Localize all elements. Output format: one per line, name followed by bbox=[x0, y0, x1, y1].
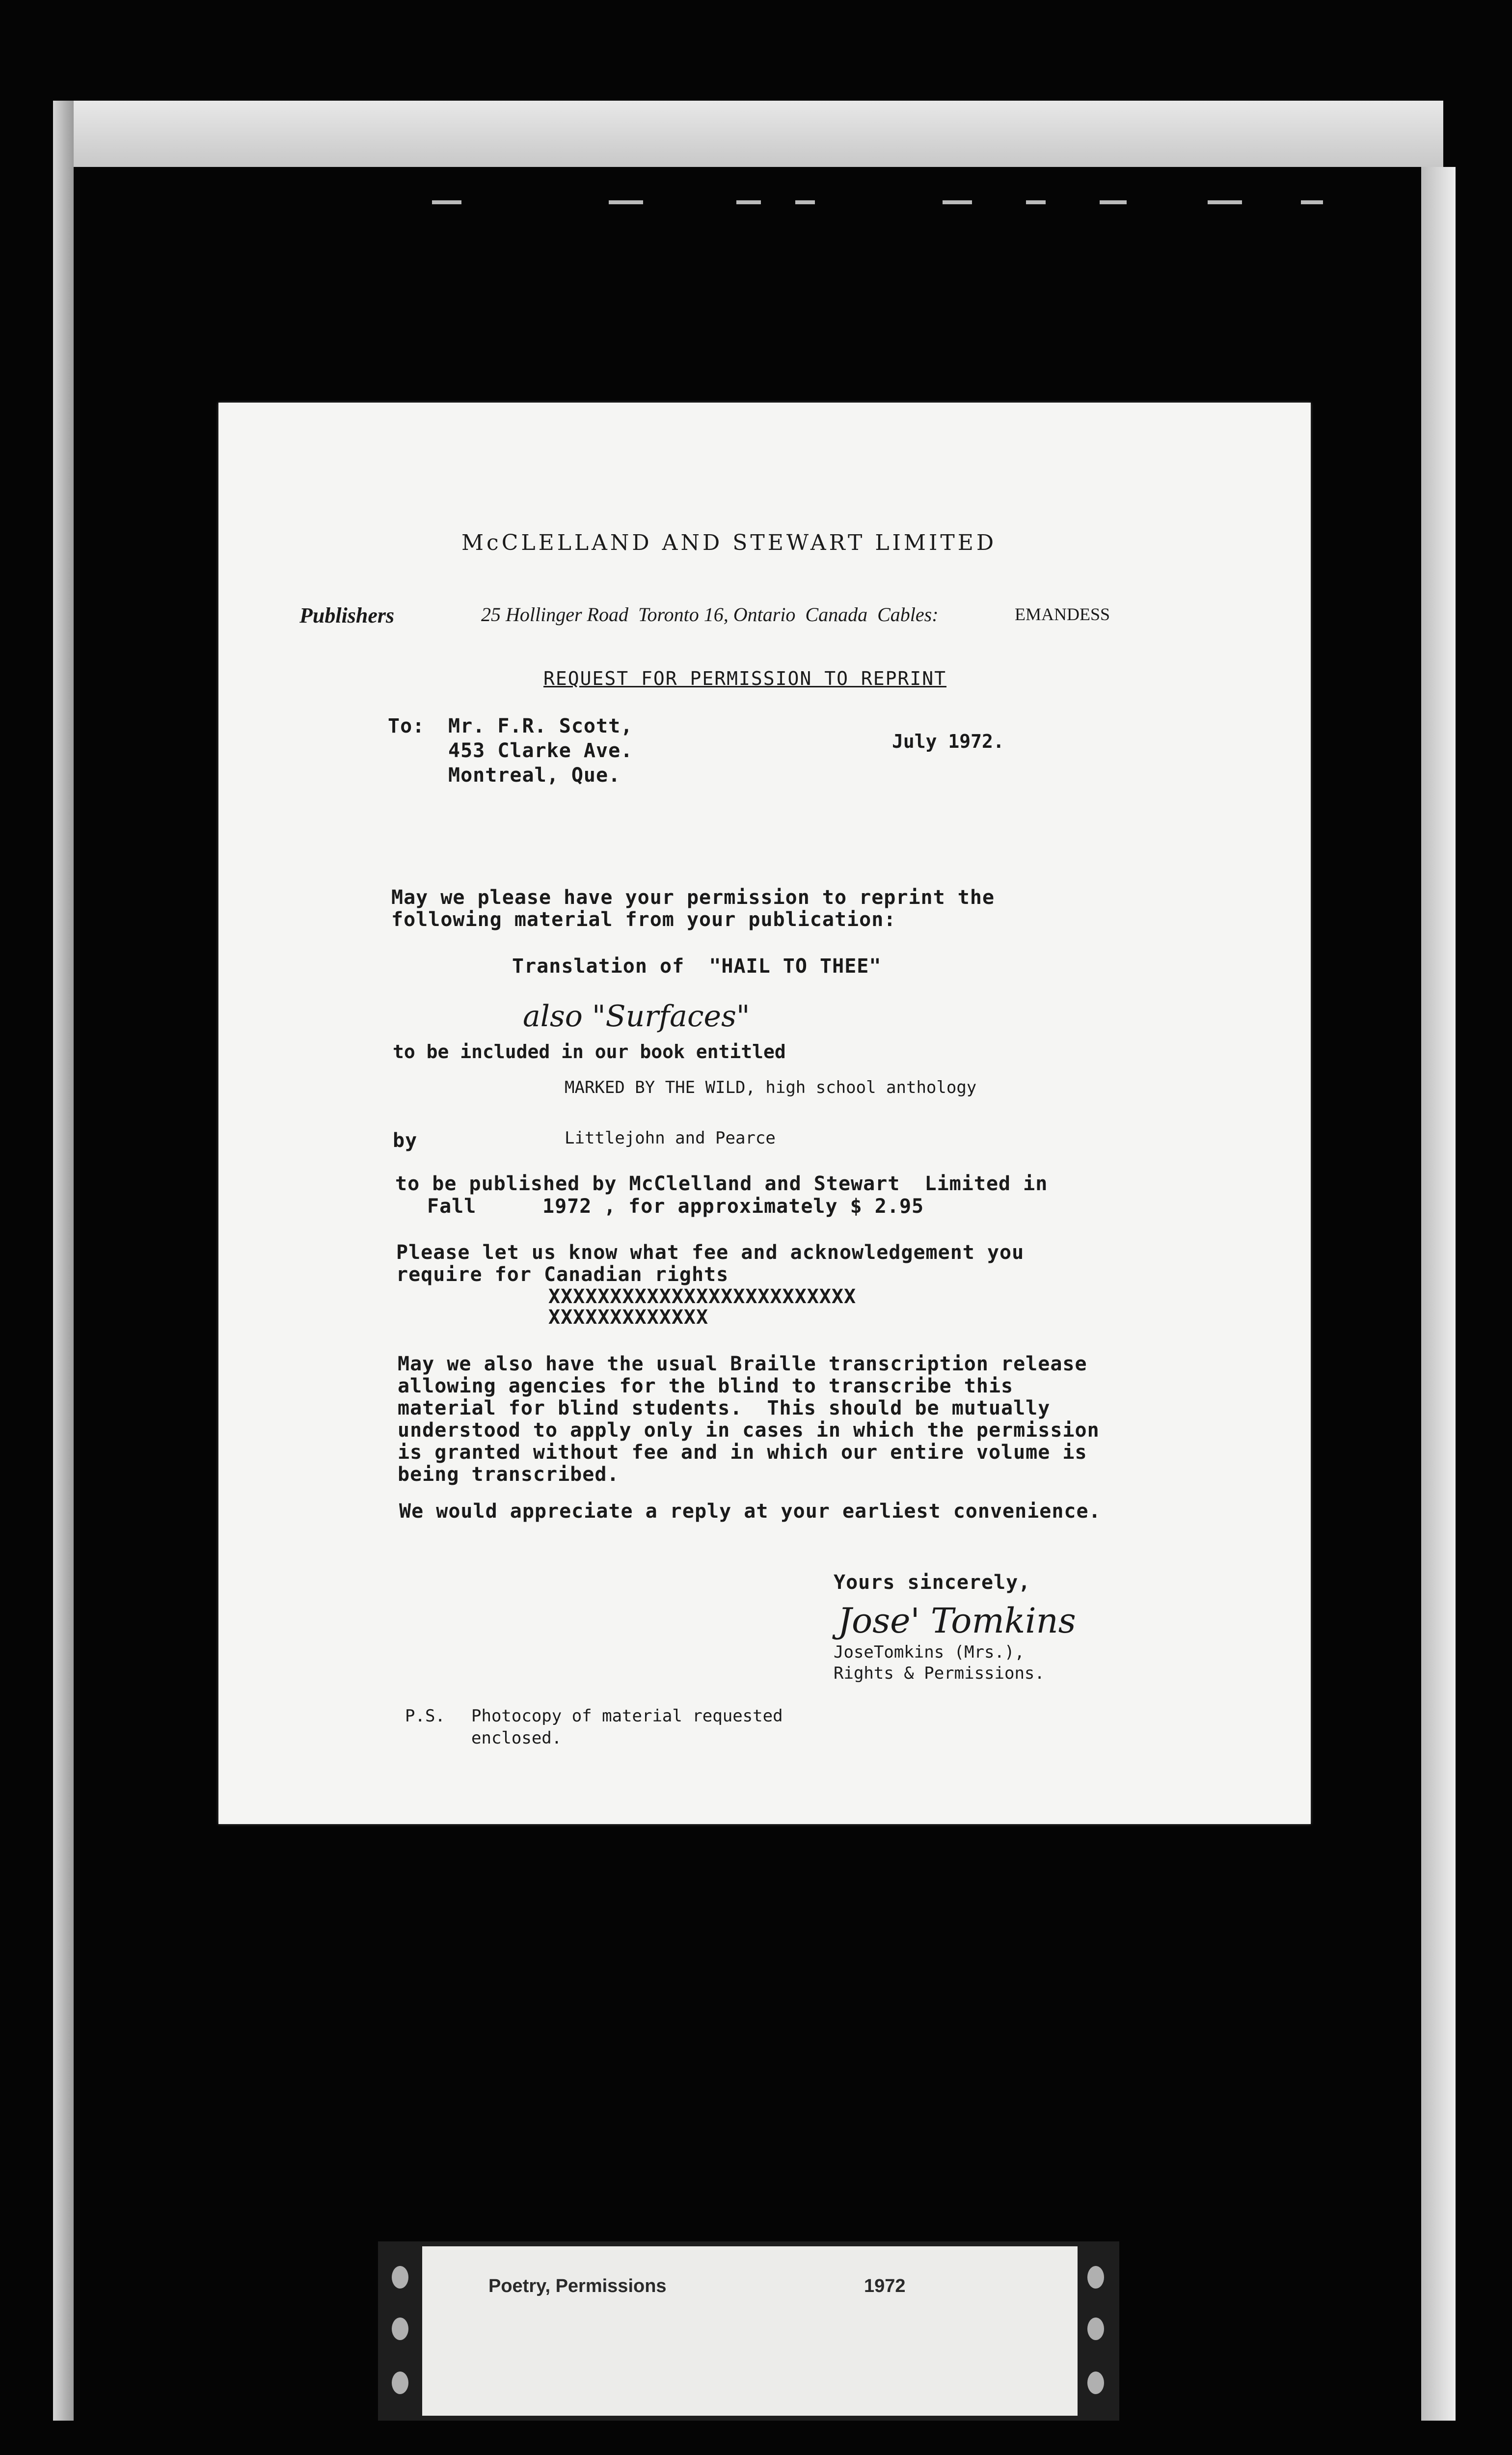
archive-subject: Poetry, Permissions bbox=[488, 2276, 667, 2296]
film-border-right bbox=[1421, 167, 1456, 2421]
letter-page bbox=[218, 403, 1311, 1824]
recipient-line-1: Mr. F.R. Scott, bbox=[448, 715, 633, 737]
film-sprocket-hole bbox=[1087, 2318, 1104, 2340]
film-sprocket-hole bbox=[392, 2266, 408, 2289]
included-line: to be included in our book entitled bbox=[393, 1041, 786, 1063]
braille-line-1: May we also have the usual Braille transcription release bbox=[398, 1353, 1087, 1375]
form-title: REQUEST FOR PERMISSION TO REPRINT bbox=[543, 668, 946, 689]
film-sprocket-hole bbox=[392, 2372, 408, 2394]
letter-date: July 1972. bbox=[892, 731, 1004, 752]
braille-line-6: being transcribed. bbox=[398, 1463, 620, 1486]
archive-year: 1972 bbox=[864, 2276, 906, 2296]
to-label: To: bbox=[388, 715, 425, 737]
handwritten-addition: also "Surfaces" bbox=[523, 999, 750, 1034]
postscript-line-1: Photocopy of material requested bbox=[471, 1706, 783, 1726]
recipient-line-2: 453 Clarke Ave. bbox=[448, 739, 633, 762]
film-sprocket-hole bbox=[392, 2318, 408, 2340]
braille-line-2: allowing agencies for the blind to transcribe this bbox=[398, 1375, 1014, 1397]
recipient-line-3: Montreal, Que. bbox=[448, 764, 621, 787]
signatory-name: JoseTomkins (Mrs.), bbox=[834, 1642, 1025, 1662]
film-scratch-marks bbox=[422, 200, 1355, 206]
published-season: Fall bbox=[427, 1195, 477, 1218]
postscript-label: P.S. bbox=[405, 1706, 445, 1726]
film-sprocket-hole bbox=[1087, 2266, 1104, 2289]
signature: Jose' Tomkins bbox=[838, 1601, 1076, 1641]
fee-line-1: Please let us know what fee and acknowledgement you bbox=[396, 1241, 1025, 1264]
by-label: by bbox=[393, 1129, 418, 1152]
published-year: 1972 bbox=[542, 1195, 592, 1218]
film-border-top bbox=[74, 101, 1443, 167]
letterhead-publishers: Publishers bbox=[299, 603, 395, 627]
book-title: MARKED BY THE WILD, high school anthology bbox=[565, 1078, 977, 1097]
postscript-line-2: enclosed. bbox=[471, 1728, 562, 1748]
letterhead-company: McCLELLAND AND STEWART LIMITED bbox=[461, 530, 997, 555]
braille-line-5: is granted without fee and in which our entire volume is bbox=[398, 1441, 1087, 1464]
request-line-2: following material from your publication: bbox=[391, 908, 896, 931]
authors: Littlejohn and Pearce bbox=[565, 1128, 776, 1148]
braille-line-3: material for blind students. This should be mutually bbox=[398, 1397, 1051, 1419]
fee-line-2: require for Canadian rights bbox=[396, 1263, 729, 1286]
struck-out-line-2: XXXXXXXXXXXXX bbox=[548, 1306, 709, 1329]
film-border-left bbox=[53, 101, 74, 2421]
published-line-1: to be published by McClelland and Stewart Limited in bbox=[395, 1173, 1048, 1195]
letterhead-cables: EMANDESS bbox=[1015, 604, 1110, 624]
published-price: , for approximately $ 2.95 bbox=[604, 1195, 924, 1218]
signatory-title: Rights & Permissions. bbox=[834, 1664, 1045, 1683]
reply-line: We would appreciate a reply at your earliest convenience. bbox=[399, 1500, 1101, 1523]
braille-line-4: understood to apply only in cases in which the permission bbox=[398, 1419, 1100, 1442]
closing-salutation: Yours sincerely, bbox=[834, 1571, 1031, 1594]
film-sprocket-hole bbox=[1087, 2372, 1104, 2394]
struck-out-line-1: XXXXXXXXXXXXXXXXXXXXXXXXX bbox=[548, 1285, 857, 1308]
request-line-1: May we please have your permission to reprint the bbox=[391, 886, 995, 909]
archive-label bbox=[422, 2246, 1078, 2416]
letterhead-address: 25 Hollinger Road Toronto 16, Ontario Canada Cables: bbox=[481, 603, 939, 626]
material-title: Translation of "HAIL TO THEE" bbox=[512, 955, 882, 978]
